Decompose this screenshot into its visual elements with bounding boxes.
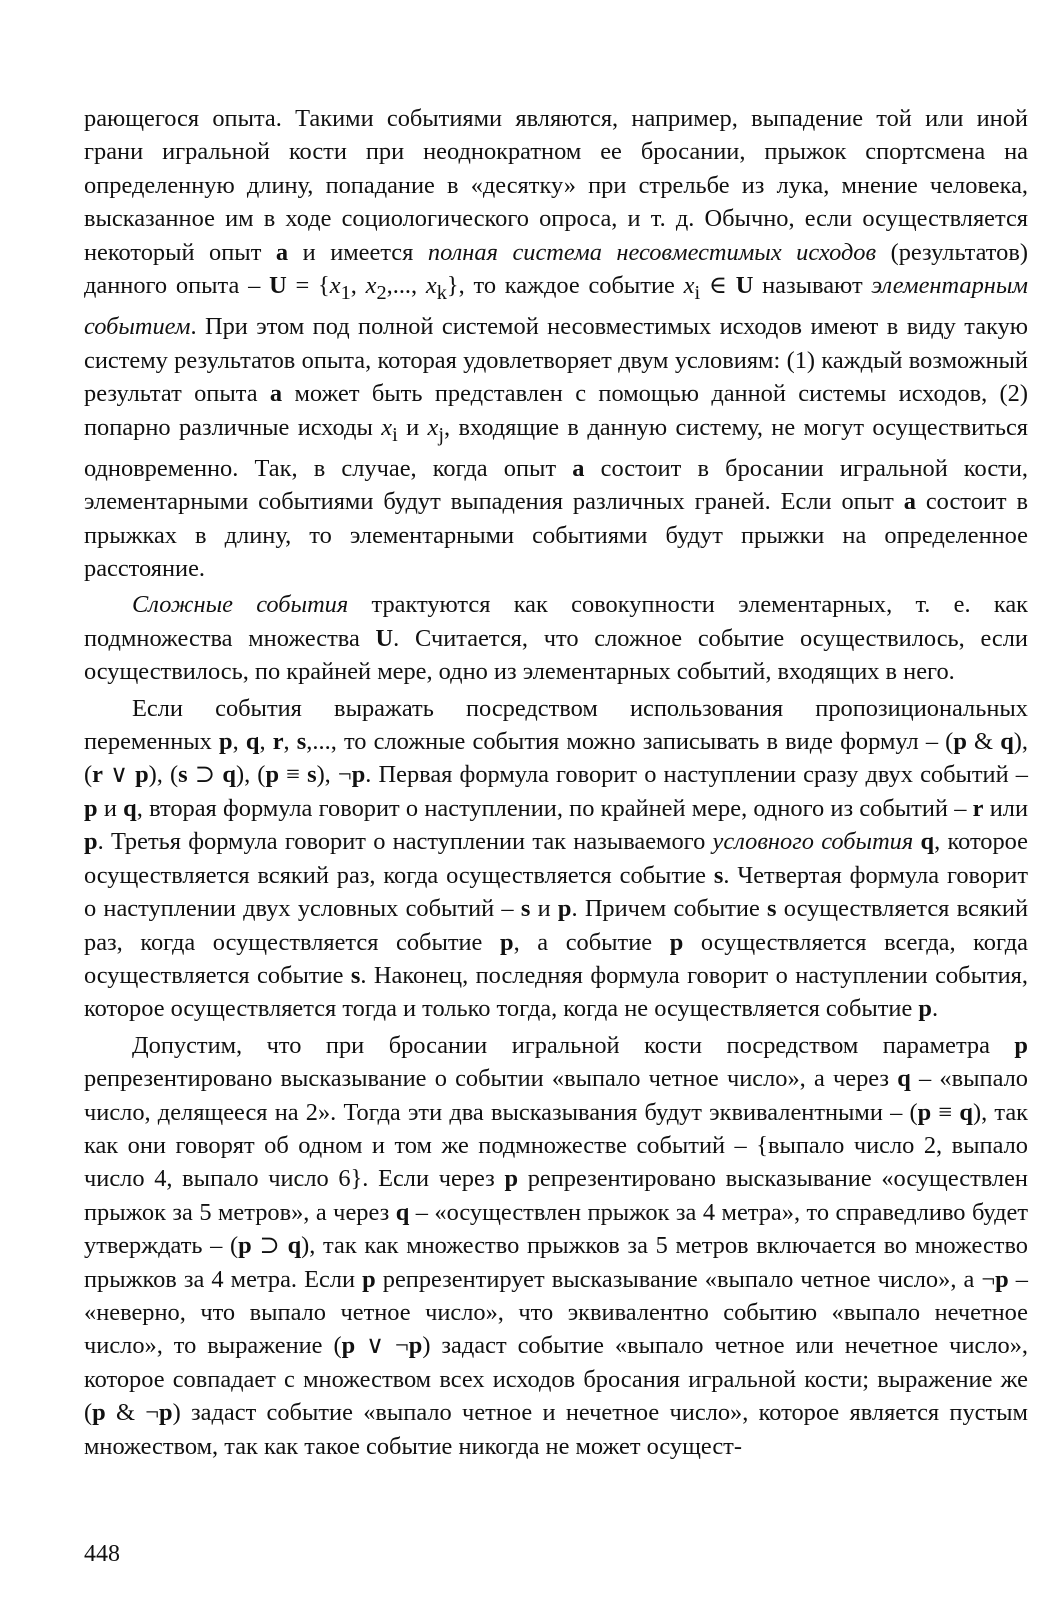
page-body [84, 102, 1028, 1463]
paragraph-propositional-variables: Если события выражать посредством использования пропозициональных переменных p, q, r, s,..., то сложные события можно записывать в виде формул – (p & q), (r ∨ p), (s ⊃ q), (p ≡ s), ¬p. Первая формула говорит о наступлении сразу двух событий – p и q, вторая формула говорит о наступлении, по крайней мере, одного из событий – r или p. Третья формула говорит о наступлении так называемого условного события q, которое осуществляется всякий раз, когда осуществляется событие s. Четвертая формула говорит о наступлении двух условных событий – s и p. Причем событие s осуществляется всякий раз, когда осуществляется событие p, а событие p осуществляется всегда, когда осуществляется событие s. Наконец, последняя формула говорит о наступлении события, которое осуществляется тогда и только тогда, когда не осуществляется событие p. [84, 694, 1029, 1023]
paragraph-dice-example: Допустим, что при бросании игральной кости посредством параметра p репрезентировано высказывание о событии «выпало четное число», а через q – «выпало число, делящееся на 2». Тогда эти два высказывания будут эквивалентными – (p ≡ q), так как они говорят об одном и том же подмножестве событий – {выпало число 2, выпало число 4, выпало число 6}. Если через p репрезентировано высказывание «осуществлен прыжок за 5 метров», а через q – «осуществлен прыжок за 4 метра», то справедливо будет утверждать – (p ⊃ q), так как множество прыжков за 5 метров включается во множество прыжков за 4 метра. Если p репрезентирует высказывание «выпало четное число», а ¬p – «неверно, что выпало четное число», что эквивалентно событию «выпало нечетное число», то выражение (p ∨ ¬p) задаст событие «выпало четное или нечетное число», которое совпадает с множеством всех исходов бросания игральной кости; выражение же (p & ¬p) задаст событие «выпало четное и нечетное число», которое является пустым множеством, так как такое событие никогда не может осущест- [84, 1031, 1029, 1460]
paragraph-complex-events: Сложные события трактуются как совокупности элементарных, т. е. как подмножества множества U. Считается, что сложное событие осуществилось, если осуществилось, по крайней мере, одно из элементарных событий, входящих в него. [84, 591, 1028, 686]
page-number: 448 [84, 1541, 120, 1567]
paragraph-continuation: рающегося опыта. Такими событиями являются, например, выпадение той или иной грани игральной кости при неоднократном ее бросании, прыжок спортсмена на определенную длину, попадание в «десятку» при стрельбе из лука, мнение человека, высказанное им в ходе социологического опроса, и т. д. Обычно, если осуществляется некоторый опыт a и имеется полная система несовместимых исходов (результатов) данного опыта – $U = \{x_1$, $x_2$,..., $x_k$}, то каждое событие $x_i$ ∈ U называют элементарным событием. При этом под полной системой несовместимых исходов имеют в виду такую систему результатов опыта, которая удовлетворяет двум условиям: (1) каждый возможный результат опыта a может быть представлен с помощью данной системы исходов, (2) попарно различные исходы $x_i$ и $x_j$, входящие в данную систему, не могут осуществиться одновременно. Так, в случае, когда опыт a состоит в бросании игральной кости, элементарными событиями будут выпадения различных граней. Если опыт a состоит в прыжках в длину, то элементарными событиями будут прыжки на определенное расстояние. [84, 105, 1029, 583]
